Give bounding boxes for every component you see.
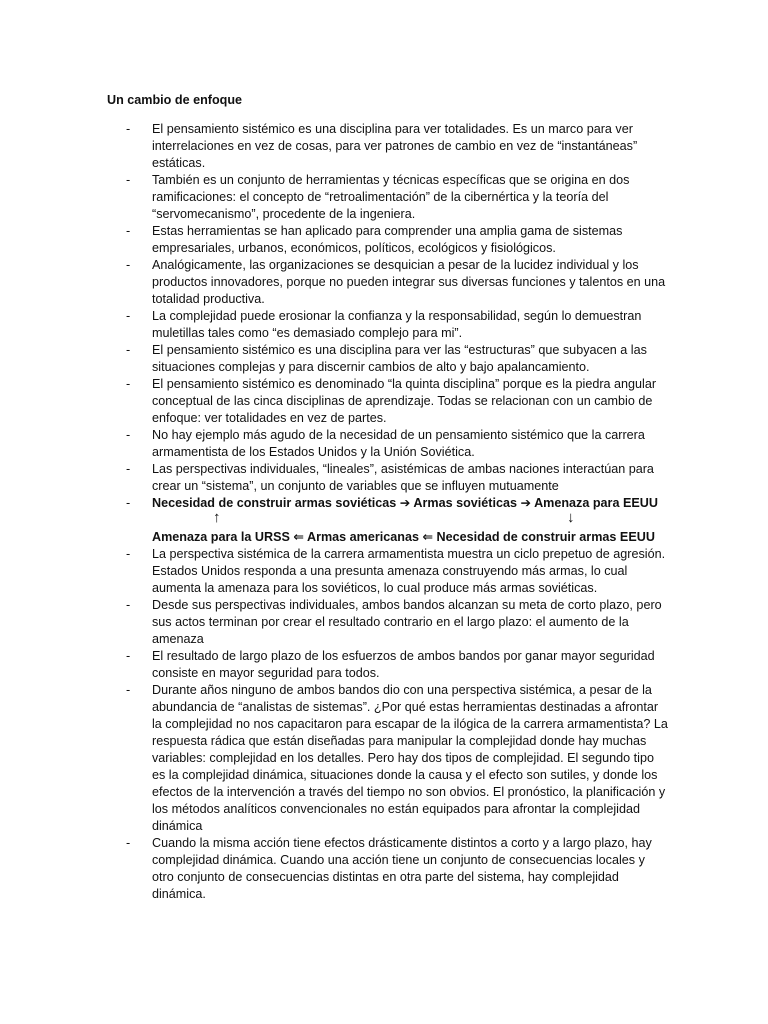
list-item	[0, 682, 768, 835]
list-item	[0, 172, 768, 223]
bullet-dash: -	[126, 683, 131, 697]
bullet-dash: -	[126, 496, 131, 510]
list-item	[0, 308, 768, 342]
bullet-dash: -	[126, 598, 131, 612]
list-item-text: La perspectiva sistémica de la carrera armamentista muestra un ciclo prepetuo de agresión. Estados Unidos responda a una presunta amenaza construyendo más armas, lo cual aumenta la amenaza para los soviéticos, lo cual produce más armas soviéticas.	[152, 547, 666, 595]
bullet-dash: -	[126, 122, 131, 136]
bullet-dash: -	[126, 224, 131, 238]
cycle-bottom-row	[0, 529, 768, 546]
bullet-dash: -	[126, 173, 131, 187]
list-item-text: El pensamiento sistémico es una disciplina para ver totalidades. Es un marco para ver interrelaciones en vez de cosas, para ver patrones de cambio en vez de “instantáneas” estáticas.	[152, 122, 638, 170]
list-item	[0, 597, 768, 648]
bullet-dash: -	[126, 836, 131, 850]
list-item-text: Analógicamente, las organizaciones se desquician a pesar de la lucidez individual y los productos innovadores, porque no pueden integrar sus diversas funciones y talentos en una totalidad productiva.	[152, 258, 666, 306]
list-item-text: El pensamiento sistémico es una disciplina para ver las “estructuras” que subyacen a las situaciones complejas y para discernir cambios de alto y bajo apalancamiento.	[152, 343, 647, 374]
bullet-dash: -	[126, 343, 131, 357]
bullet-dash: -	[126, 428, 131, 442]
cycle-bottom-text: Amenaza para la URSS ⇐ Armas americanas ⇐ Necesidad de construir armas EEUU	[152, 530, 655, 544]
bullet-list	[0, 121, 768, 903]
list-item-text: Durante años ninguno de ambos bandos dio con una perspectiva sistémica, a pesar de la abundancia de “analistas de sistemas”. ¿Por qué estas herramientas destinadas a afrontar la complejidad no nos capacitaron para escapar de la ilógica de la carrera armamentista? La respuesta rádica que están diseñadas para manipular la complejidad donde hay muchas variables: complejidad en los detalles. Pero hay dos tipos de complejidad. El segundo tipo es la complejidad dinámica, situaciones donde la causa y el efecto son sutiles, y donde los efectos de la intervención a través del tiempo no son obvios. El pronóstico, la planificación y los métodos analíticos convencionales no están equipados para afrontar la complejidad dinámica	[152, 683, 668, 833]
list-item-text: Las perspectivas individuales, “lineales”, asistémicas de ambas naciones interactúan para crear un “sistema”, un conjunto de variables que se influyen mutuamente	[152, 462, 654, 493]
bullet-dash: -	[126, 309, 131, 323]
list-item	[0, 835, 768, 903]
arrow-down-icon: ↓	[567, 509, 575, 526]
list-item-text: Cuando la misma acción tiene efectos drásticamente distintos a corto y a largo plazo, hay complejidad dinámica. Cuando una acción tiene un conjunto de consecuencias locales y otro conjunto de consecuencias distintas en otra parte del sistema, hay complejidad dinámica.	[152, 836, 652, 901]
list-item	[0, 461, 768, 495]
bullet-dash: -	[126, 649, 131, 663]
list-item	[0, 342, 768, 376]
list-item	[0, 121, 768, 172]
list-item	[0, 376, 768, 427]
list-item-text: Estas herramientas se han aplicado para comprender una amplia gama de sistemas empresariales, urbanos, económicos, políticos, ecológicos y fisiológicos.	[152, 224, 623, 255]
bullet-dash: -	[126, 377, 131, 391]
list-item-text: La complejidad puede erosionar la confianza y la responsabilidad, según lo demuestran muletillas tales como “es demasiado complejo para mi”.	[152, 309, 642, 340]
cycle-top-text: Necesidad de construir armas soviéticas ➔ Armas soviéticas ➔ Amenaza para EEUU	[152, 496, 658, 510]
bullet-dash: -	[126, 462, 131, 476]
cycle-arrows	[152, 509, 768, 529]
section-title: Un cambio de enfoque	[107, 93, 243, 107]
list-item	[0, 648, 768, 682]
list-item-text: También es un conjunto de herramientas y técnicas específicas que se origina en dos ramificaciones: el concepto de “retroalimentación” de la cibernértica y la teoría del “servomecanismo”, procedente de la ingeniera.	[152, 173, 630, 221]
list-item	[0, 546, 768, 597]
list-item	[0, 427, 768, 461]
arrow-up-icon: ↑	[213, 509, 221, 526]
list-item-text: El resultado de largo plazo de los esfuerzos de ambos bandos por ganar mayor seguridad consiste en mayor seguridad para todos.	[152, 649, 655, 680]
bullet-dash: -	[126, 258, 131, 272]
list-item-text: No hay ejemplo más agudo de la necesidad de un pensamiento sistémico que la carrera armamentista de los Estados Unidos y la Unión Soviética.	[152, 428, 645, 459]
list-item	[0, 223, 768, 257]
list-item-text: El pensamiento sistémico es denominado “la quinta disciplina” porque es la piedra angular conceptual de las cinca disciplinas de aprendizaje. Todas se relacionan con un cambio de enfoque: ver totalidades en vez de partes.	[152, 377, 657, 425]
list-item-text: Desde sus perspectivas individuales, ambos bandos alcanzan su meta de corto plazo, pero sus actos terminan por crear el resultado contrario en el largo plazo: el aumento de la amenaza	[152, 598, 662, 646]
bullet-dash: -	[126, 547, 131, 561]
cycle-top-row	[0, 495, 768, 512]
list-item	[0, 257, 768, 308]
